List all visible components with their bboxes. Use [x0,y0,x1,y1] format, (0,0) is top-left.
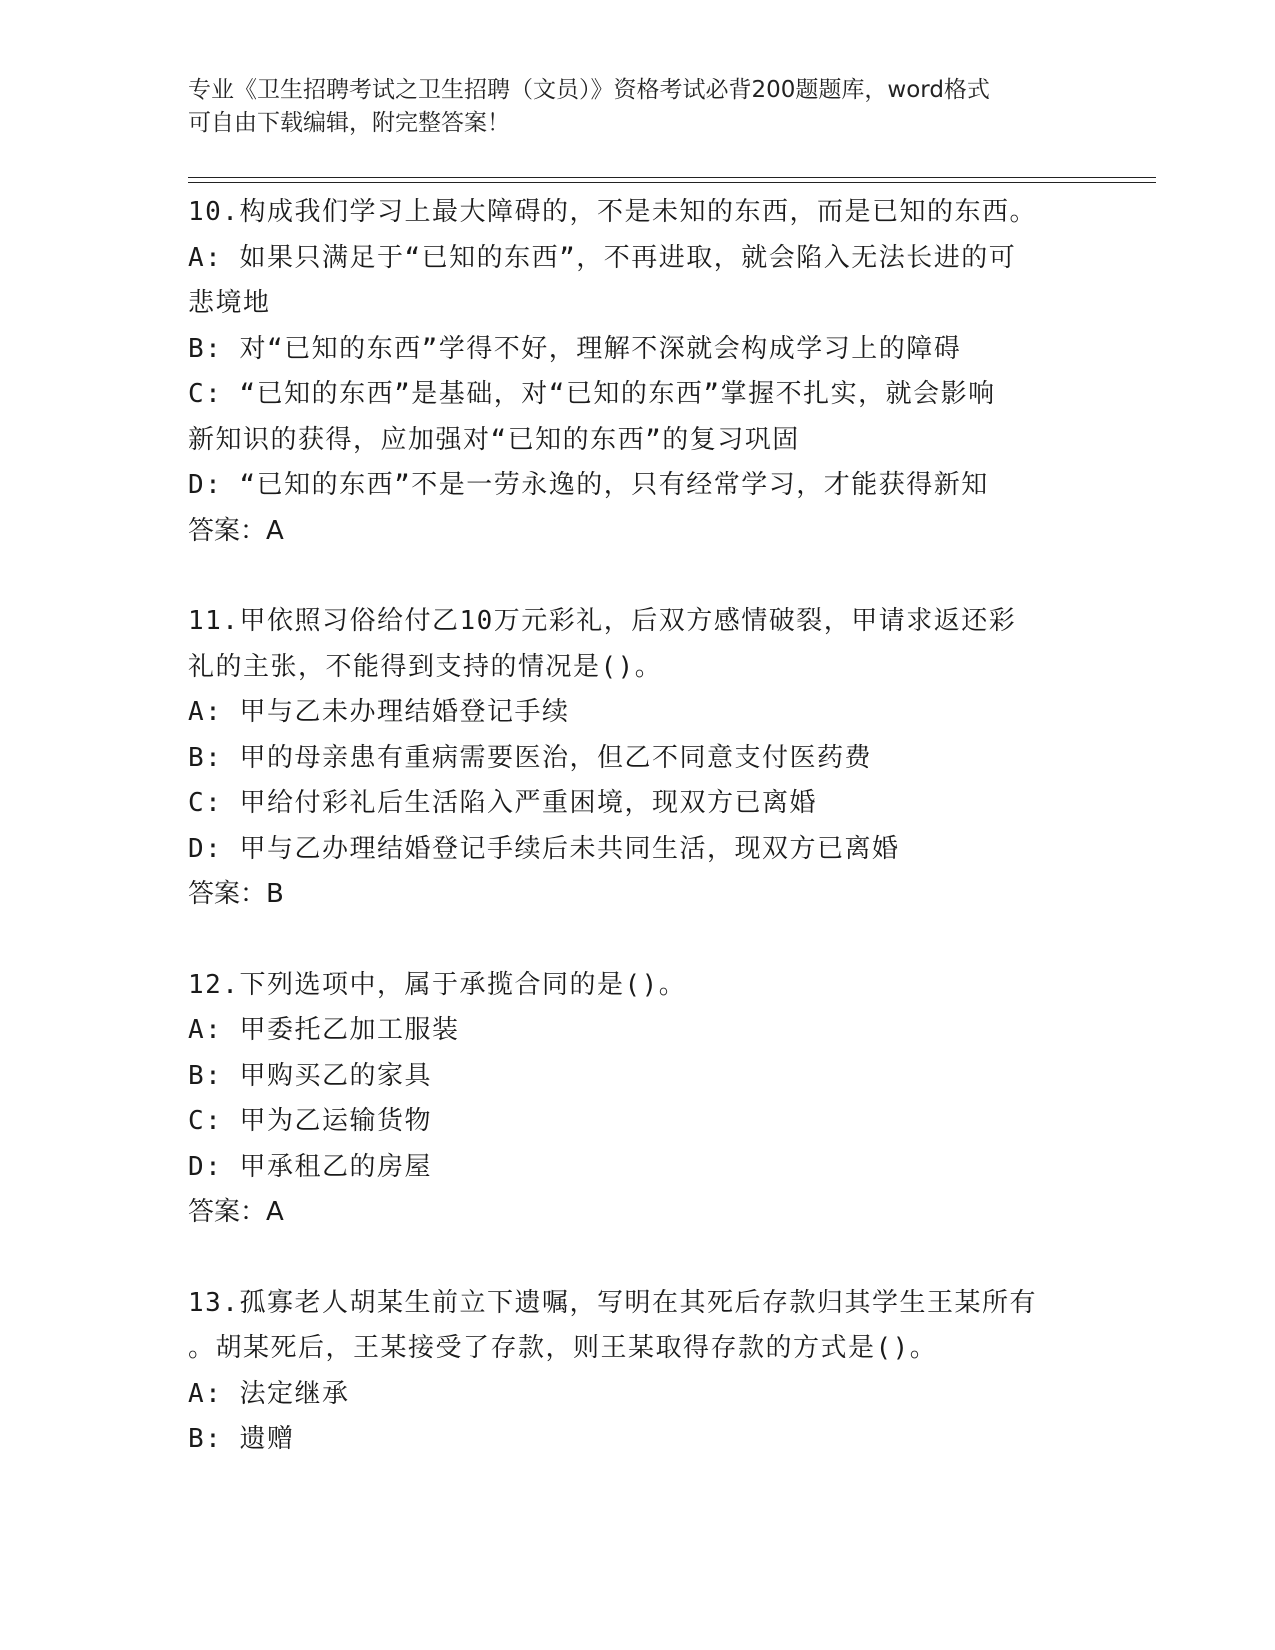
option-a: A: 如果只满足于“已知的东西”，不再进取，就会陷入无法长进的可 [188,242,1017,273]
option-b: B: 甲的母亲患有重病需要医治，但乙不同意支付医药费 [188,742,872,773]
option-a: A: 法定继承 [188,1378,350,1409]
question-stem: 11.甲依照习俗给付乙10万元彩礼，后双方感情破裂，甲请求返还彩 [188,606,1017,636]
option-a: A: 甲委托乙加工服装 [188,1015,460,1045]
header-rule-top [188,177,1156,178]
header-rule-bottom [188,182,1156,183]
answer-label: 答案：B [188,879,284,909]
question-12 [188,963,1088,1236]
option-d: D: “已知的东西”不是一劳永逸的，只有经常学习，才能获得新知 [188,470,989,500]
question-stem: 10.构成我们学习上最大障碍的，不是未知的东西，而是已知的东西。 [188,197,1037,227]
option-c: C: “已知的东西”是基础，对“已知的东西”掌握不扎实，就会影响 [188,379,996,409]
question-13 [188,1281,1088,1463]
option-c: C: 甲为乙运输货物 [188,1106,432,1136]
option-c-continued: 新知识的获得，应加强对“已知的东西”的复习巩固 [188,424,800,455]
question-stem-continued: 礼的主张，不能得到支持的情况是()。 [188,651,663,682]
option-a: A: 甲与乙未办理结婚登记手续 [188,697,570,727]
question-stem: 12.下列选项中，属于承揽合同的是()。 [188,969,687,1000]
question-11 [188,599,1088,918]
option-a-continued: 悲境地 [188,288,271,318]
question-10 [188,190,1088,554]
header-line-1: 专业《卫生招聘考试之卫生招聘（文员）》资格考试必背200题题库，word格式 [188,77,990,103]
question-stem: 13.孤寡老人胡某生前立下遗嘱，写明在其死后存款归其学生王某所有 [188,1287,1037,1318]
option-b: B: 甲购买乙的家具 [188,1060,432,1091]
header-line-2: 可自由下载编辑，附完整答案！ [188,110,510,136]
question-stem-continued: 。胡某死后，王某接受了存款，则王某取得存款的方式是()。 [188,1333,938,1363]
option-b: B: 遗赠 [188,1424,295,1454]
option-c: C: 甲给付彩礼后生活陷入严重困境，现双方已离婚 [188,788,817,818]
answer-label: 答案：A [188,515,284,546]
option-d: D: 甲承租乙的房屋 [188,1151,432,1182]
document-header [188,74,1088,140]
question-list [188,190,1088,1463]
answer-label: 答案：A [188,1197,284,1227]
option-b: B: 对“已知的东西”学得不好，理解不深就会构成学习上的障碍 [188,333,962,364]
option-d: D: 甲与乙办理结婚登记手续后未共同生活，现双方已离婚 [188,833,900,864]
